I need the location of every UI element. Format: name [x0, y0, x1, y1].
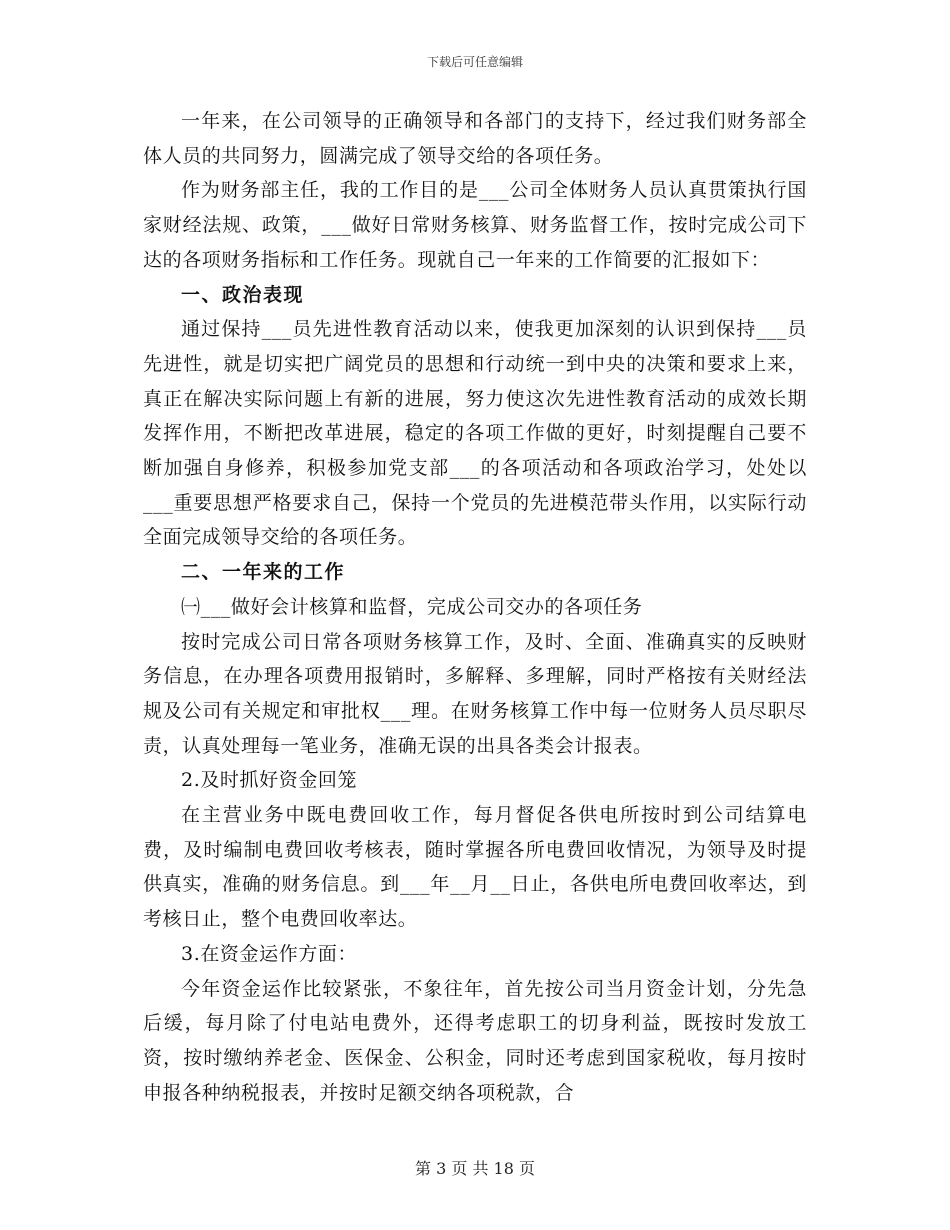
paragraph-intro: 一年来，在公司领导的正确领导和各部门的支持下，经过我们财务部全体人员的共同努力，圆满完成了领导交给的各项任务。 [143, 110, 807, 167]
paragraph-political: 通过保持___员先进性教育活动以来，使我更加深刻的认识到保持___员先进性，就是切实把广阔党员的思想和行动统一到中央的决策和要求上来，真正在解决实际问题上有新的进展，努力使这次先进性教育活动的成效长期发挥作用，不断把改革进展，稳定的各项工作做的更好，时刻提醒自己要不断加强自身修养，积极参加党支部___的各项活动和各项政治学习，处处以___重要思想严格要求自己，保持一个党员的先进模范带头作用，以实际行动全面完成领导交给的各项任务。 [143, 318, 807, 549]
paragraph-accounting: 按时完成公司日常各项财务核算工作，及时、全面、准确真实的反映财务信息，在办理各项费用报销时，多解释、多理解，同时严格按有关财经法规及公司有关规定和审批权___理。在财务核算工作中每一位财务人员尽职尽责，认真处理每一笔业务，准确无误的出具各类会计报表。 [143, 630, 807, 757]
page-footer: 第 3 页 共 18 页 [415, 1159, 535, 1178]
document-body [143, 104, 807, 1110]
paragraph-role: 作为财务部主任，我的工作目的是___公司全体财务人员认真贯策执行国家财经法规、政策，___做好日常财务核算、财务监督工作，按时完成公司下达的各项财务指标和工作任务。现就自己一年来的工作简要的汇报如下： [143, 179, 807, 271]
paragraph-capital-operation: 今年资金运作比较紧张，不象往年，首先按公司当月资金计划，分先急后缓，每月除了付电站电费外，还得考虑职工的切身利益，既按时发放工资，按时缴纳养老金、医保金、公积金，同时还考虑到国家税收，每月按时申报各种纳税报表，并按时足额交纳各项税款，合 [143, 977, 807, 1104]
page-header: 下载后可任意编辑 [426, 55, 523, 69]
section-heading-work: 二、一年来的工作 [181, 561, 346, 584]
paragraph-funds-recovery: 在主营业务中既电费回收工作，每月督促各供电所按时到公司结算电费，及时编制电费回收考核表，随时掌握各所电费回收情况，为领导及时提供真实，准确的财务信息。到___年__月__日止，各供电所电费回收率达，到考核日止，整个电费回收率达。 [143, 804, 807, 931]
subheading-capital-operation: 3.在资金运作方面： [181, 942, 358, 965]
subheading-accounting: ㈠___做好会计核算和监督，完成公司交办的各项任务 [181, 595, 643, 618]
section-heading-political: 一、政治表现 [181, 283, 305, 306]
subheading-funds-recovery: 2.及时抓好资金回笼 [181, 769, 358, 792]
